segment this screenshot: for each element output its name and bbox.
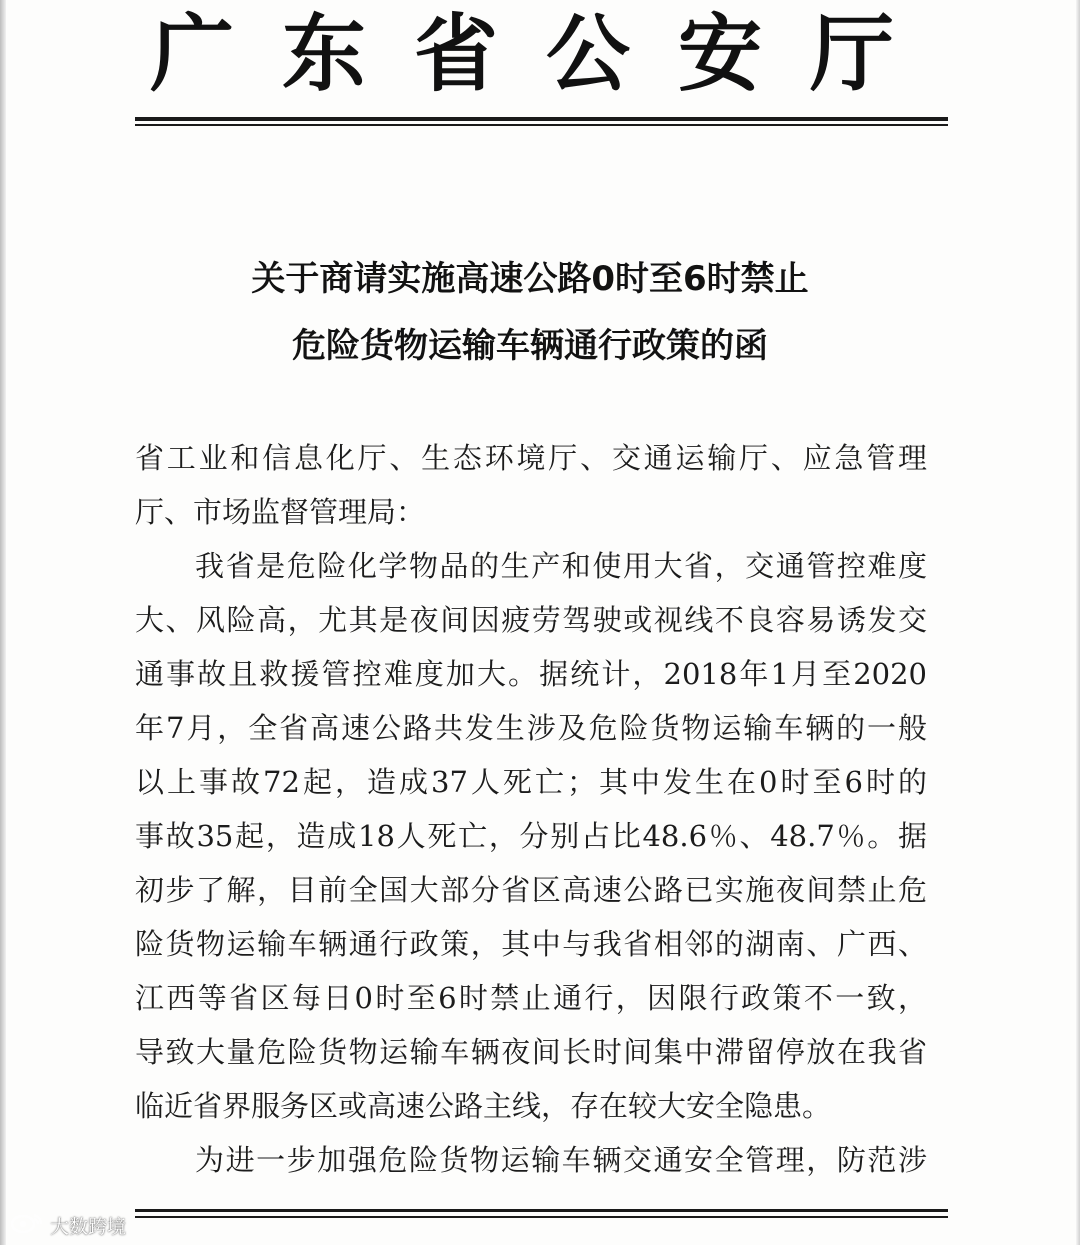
watermark — [10, 1207, 126, 1243]
body-line: 初步了解，目前全国大部分省区高速公路已实施夜间禁止危 — [135, 873, 927, 907]
recipients-line-1: 省工业和信息化厅、生态环境厅、交通运输厅、应急管理 — [135, 441, 927, 475]
body-line: 江西等省区每日0时至6时禁止通行，因限行政策不一致， — [135, 981, 927, 1015]
body-line: 以上事故72起，造成37人死亡；其中发生在0时至6时的 — [135, 765, 927, 799]
body-line: 我省是危险化学物品的生产和使用大省，交通管控难度 — [195, 549, 927, 583]
document-title-line-2: 危险货物运输车辆通行政策的函 — [292, 326, 768, 366]
weibo-eye-logo-icon — [10, 1211, 44, 1240]
body-line: 通事故且救援管控难度加大。据统计，2018年1月至2020 — [135, 657, 927, 691]
body-line: 事故35起，造成18人死亡，分别占比48.6％、48.7％。据 — [135, 819, 927, 853]
letterhead-rule-thick — [135, 117, 948, 121]
letterhead-rule-thin — [135, 124, 948, 126]
footer-rule-thick — [135, 1209, 948, 1212]
scan-edge-right — [1076, 0, 1080, 1245]
letterhead-org-name: 广东省公安厅 — [150, 4, 943, 103]
footer-rule-thin — [135, 1216, 948, 1218]
document-title-line-1: 关于商请实施高速公路0时至6时禁止 — [251, 259, 809, 299]
body-line: 险货物运输车辆通行政策，其中与我省相邻的湖南、广西、 — [135, 927, 927, 961]
body-line: 年7月，全省高速公路共发生涉及危险货物运输车辆的一般 — [135, 711, 927, 745]
recipients-line-2: 厅、市场监督管理局： — [135, 495, 426, 529]
scan-edge-left — [0, 0, 6, 1245]
body-line: 为进一步加强危险货物运输车辆交通安全管理，防范涉 — [195, 1143, 927, 1177]
watermark-text: 大数跨境 — [50, 1215, 127, 1238]
body-line: 临近省界服务区或高速公路主线，存在较大安全隐患。 — [135, 1089, 832, 1123]
body-line: 导致大量危险货物运输车辆夜间长时间集中滞留停放在我省 — [135, 1035, 927, 1069]
body-line: 大、风险高，尤其是夜间因疲劳驾驶或视线不良容易诱发交 — [135, 603, 927, 637]
